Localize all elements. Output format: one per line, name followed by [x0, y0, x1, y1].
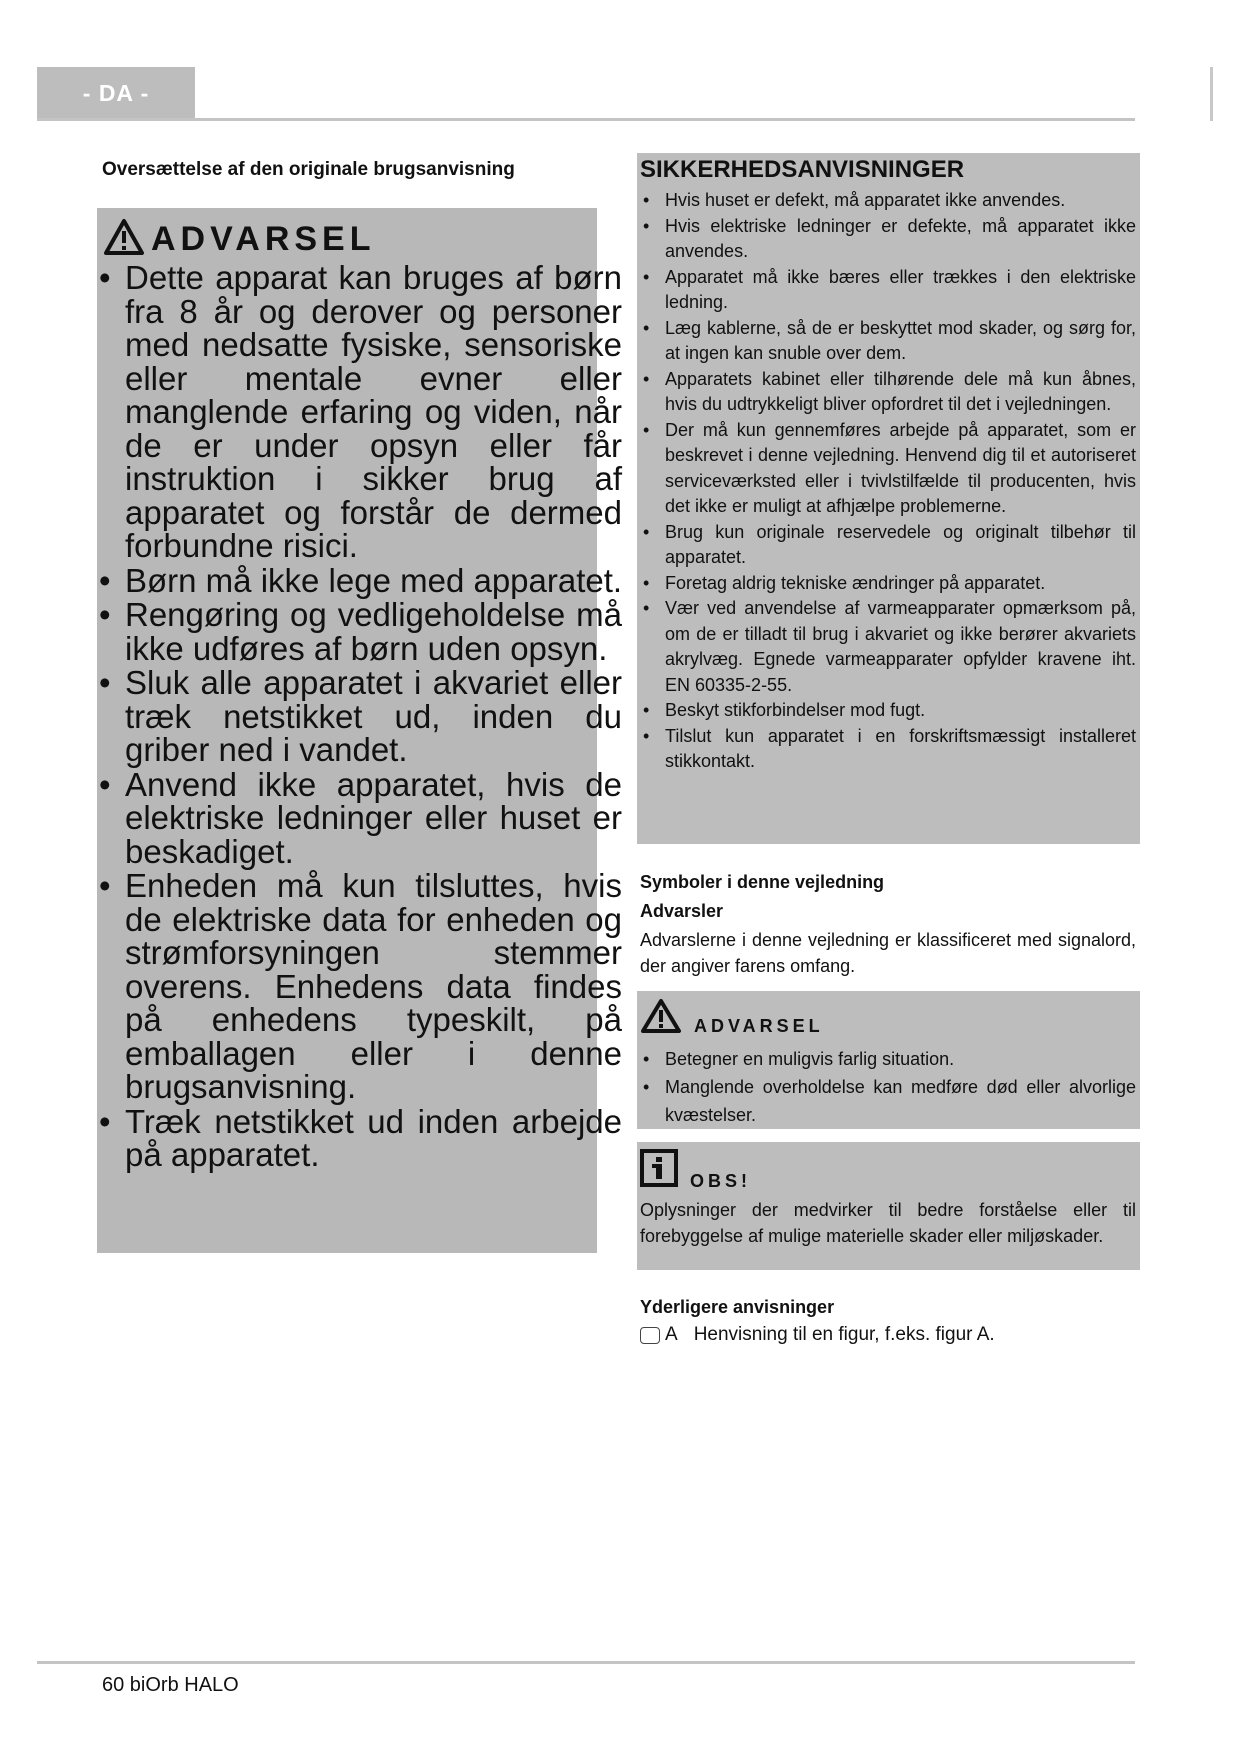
warning-list: [97, 259, 623, 1173]
list-item: • Enheden må kun tilsluttes, hvis de elektriske data for enheden og strømforsyningen stemmer overens. Enhedens data findes på enhedens typeskilt, på emballagen eller i denne brugsanvisning.: [97, 869, 622, 1104]
warning-label: ADVARSEL: [151, 220, 376, 258]
safety-list: [640, 188, 1136, 775]
page-edge-mark: [1210, 67, 1213, 121]
list-item: • Brug kun originale reservedele og originalt tilbehør til apparatet.: [640, 520, 1136, 571]
warning-triangle-icon: [640, 998, 682, 1039]
list-item: • Foretag aldrig tekniske ændringer på apparatet.: [640, 571, 1136, 597]
list-item: • Hvis huset er defekt, må apparatet ikke anvendes.: [640, 188, 1136, 214]
warning-example-label: ADVARSEL: [694, 1016, 824, 1036]
footer-divider: [37, 1661, 1135, 1664]
list-item: • Vær ved anvendelse af varmeapparater opmærksom på, om de er tilladt til brug i akvariet og ikke berører akvariets akrylvæg. Egnede varmeapparater opfylder kravene iht. EN 60335-2-55.: [640, 596, 1136, 698]
figure-reference: [640, 1324, 995, 1346]
figure-box-icon: [640, 1327, 660, 1344]
list-item: • Der må kun gennemføres arbejde på apparatet, som er beskrevet i denne vejledning. Henvend dig til et autoriseret serviceværksted eller i tvivlstilfælde til producenten, hvis det ikke er muligt at afhjælpe problemerne.: [640, 418, 1136, 520]
symbols-text: Advarslerne i denne vejledning er klassificeret med signalord, der angiver farens omfang.: [640, 930, 1136, 976]
page-footer: 60 biOrb HALO: [102, 1674, 239, 1696]
header-divider: [37, 118, 1135, 121]
warning-example-title: [640, 1001, 1140, 1039]
note-example-box: [637, 1142, 1140, 1270]
list-item: • Hvis elektriske ledninger er defekte, må apparatet ikke anvendes.: [640, 214, 1136, 265]
list-item: • Rengøring og vedligeholdelse må ikke udføres af børn uden opsyn.: [97, 598, 622, 665]
safety-title: SIKKERHEDSANVISNINGER: [640, 156, 965, 183]
figure-letter: A: [665, 1324, 678, 1345]
list-item: • Sluk alle apparatet i akvariet eller træk netstikket ud, inden du griber ned i vandet.: [97, 666, 622, 767]
list-item: • Apparatet må ikke bæres eller trækkes i den elektriske ledning.: [640, 265, 1136, 316]
list-item: • Dette apparat kan bruges af børn fra 8 år og derover og personer med nedsatte fysiske, sensoriske eller mentale evner eller manglende erfaring og viden, når de er under opsyn eller får instruktion i sikker brug af apparatet og forstår de dermed forbundne risici.: [97, 261, 622, 563]
list-item: • Børn må ikke lege med apparatet.: [97, 564, 647, 598]
list-item: • Læg kablerne, så de er beskyttet mod skader, og sørg for, at ingen kan snuble over dem.: [640, 316, 1136, 367]
warning-example-box: [637, 991, 1140, 1129]
list-item: • Tilslut kun apparatet i en forskriftsmæssigt installeret stikkontakt.: [640, 724, 1136, 775]
note-example-title: [640, 1150, 1140, 1192]
safety-box: [637, 153, 1140, 844]
list-item: • Apparatets kabinet eller tilhørende dele må kun åbnes, hvis du udtrykkeligt bliver opfordret til det i vejledningen.: [640, 367, 1136, 418]
list-item: • Manglende overholdelse kan medføre død eller alvorlige kvæstelser.: [640, 1073, 1136, 1129]
symbols-subheading: Advarsler: [640, 901, 724, 921]
more-heading: Yderligere anvisninger: [640, 1297, 835, 1317]
symbols-heading: Symboler i denne vejledning: [640, 872, 885, 892]
warning-example-list: [640, 1045, 1136, 1129]
document-subtitle: Oversættelse af den originale brugsanvisning: [102, 159, 515, 180]
list-item: • Træk netstikket ud inden arbejde på apparatet.: [97, 1105, 622, 1172]
info-icon: [640, 1149, 678, 1192]
note-example-text: Oplysninger der medvirker til bedre forståelse eller til forebyggelse af mulige materielle skader eller miljøskader.: [640, 1200, 1136, 1246]
list-item: • Betegner en muligvis farlig situation.: [640, 1045, 1136, 1073]
language-tab: - DA -: [37, 67, 195, 119]
warning-triangle-icon: [103, 218, 145, 261]
list-item: • Beskyt stikforbindelser mod fugt.: [640, 698, 1136, 724]
warning-title: [103, 218, 597, 261]
warning-box-large: [97, 208, 623, 1253]
list-item: • Anvend ikke apparatet, hvis de elektriske ledninger eller huset er beskadiget.: [97, 768, 622, 869]
note-example-label: OBS!: [690, 1171, 751, 1191]
figure-text: Henvisning til en figur, f.eks. figur A.: [693, 1324, 995, 1345]
